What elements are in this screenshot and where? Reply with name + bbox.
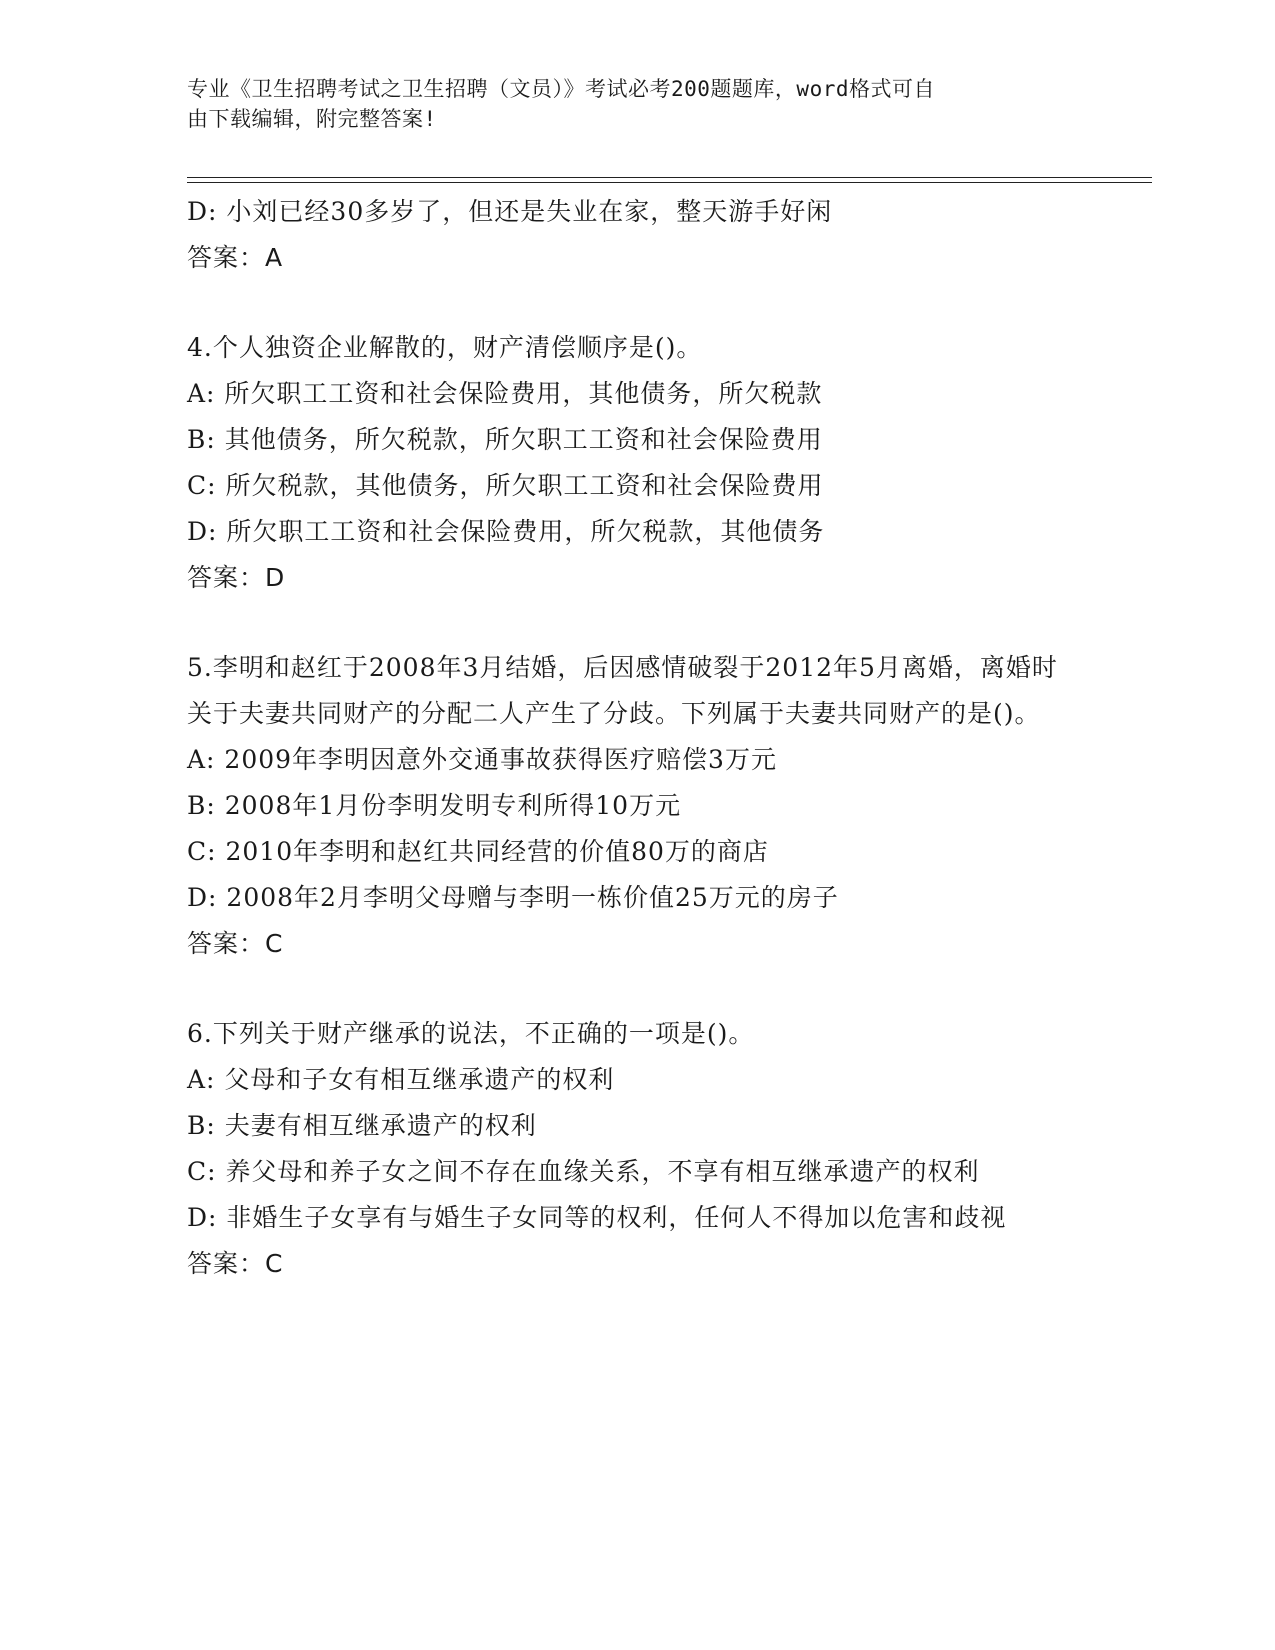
header-divider-top bbox=[187, 177, 1152, 178]
answer-label: 答案：A bbox=[187, 243, 284, 272]
option-b: B: 其他债务，所欠税款，所欠职工工资和社会保险费用 bbox=[187, 425, 823, 454]
option-a: A: 2009年李明因意外交通事故获得医疗赔偿3万元 bbox=[187, 745, 777, 774]
question-stem: 5.李明和赵红于2008年3月结婚，后因感情破裂于2012年5月离婚，离婚时关于夫妻共同财产的分配二人产生了分歧。下列属于夫妻共同财产的是()。 bbox=[187, 653, 1058, 728]
question-list bbox=[187, 189, 1077, 1287]
option-b: B: 2008年1月份李明发明专利所得10万元 bbox=[187, 791, 682, 820]
answer-label: 答案：C bbox=[187, 1249, 284, 1278]
option-c: C: 养父母和养子女之间不存在血缘关系，不享有相互继承遗产的权利 bbox=[187, 1157, 980, 1186]
question-stem: 6.下列关于财产继承的说法，不正确的一项是()。 bbox=[187, 1019, 755, 1048]
option-b: B: 夫妻有相互继承遗产的权利 bbox=[187, 1111, 537, 1140]
option-d: D: 2008年2月李明父母赠与李明一栋价值25万元的房子 bbox=[187, 883, 839, 912]
option-d: D: 所欠职工工资和社会保险费用，所欠税款，其他债务 bbox=[187, 517, 825, 546]
question-block-3 bbox=[187, 189, 1077, 281]
header-divider-bottom bbox=[187, 182, 1152, 183]
answer-label: 答案：D bbox=[187, 563, 286, 592]
header-line-2: 由下载编辑，附完整答案! bbox=[187, 107, 437, 131]
option-c: C: 2010年李明和赵红共同经营的价值80万的商店 bbox=[187, 837, 769, 866]
option-d: D: 小刘已经30多岁了，但还是失业在家，整天游手好闲 bbox=[187, 197, 833, 226]
option-a: A: 父母和子女有相互继承遗产的权利 bbox=[187, 1065, 615, 1094]
question-block-4 bbox=[187, 325, 1077, 601]
answer-label: 答案：C bbox=[187, 929, 284, 958]
option-d: D: 非婚生子女享有与婚生子女同等的权利，任何人不得加以危害和歧视 bbox=[187, 1203, 1007, 1232]
question-stem: 4.个人独资企业解散的，财产清偿顺序是()。 bbox=[187, 333, 703, 362]
header-line-1: 专业《卫生招聘考试之卫生招聘（文员）》考试必考200题题库，word格式可自 bbox=[187, 77, 935, 101]
option-c: C: 所欠税款，其他债务，所欠职工工资和社会保险费用 bbox=[187, 471, 824, 500]
question-block-6 bbox=[187, 1011, 1077, 1287]
question-block-5 bbox=[187, 645, 1077, 967]
option-a: A: 所欠职工工资和社会保险费用，其他债务，所欠税款 bbox=[187, 379, 823, 408]
document-header bbox=[187, 74, 1067, 134]
